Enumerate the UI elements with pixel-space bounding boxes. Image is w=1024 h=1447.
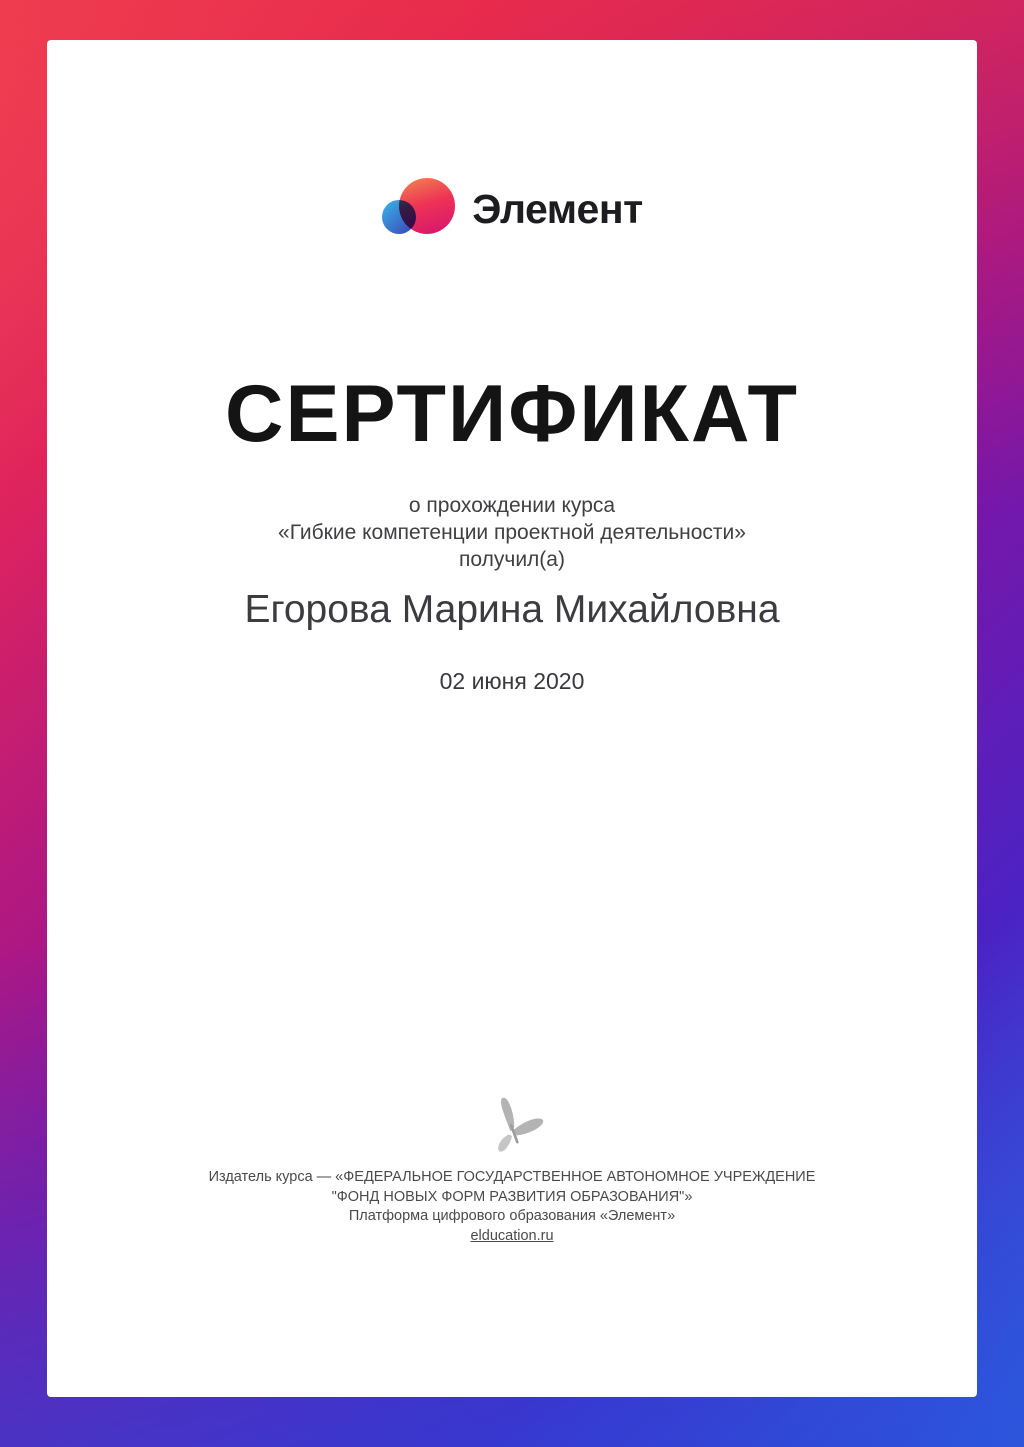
platform-line: Платформа цифрового образования «Элемент» xyxy=(348,1208,676,1224)
certificate-card xyxy=(47,40,977,1397)
brand-name: Элемент xyxy=(472,185,643,232)
butterfly-watermark-icon xyxy=(47,1092,977,1168)
subtitle-received-label: получил(а) xyxy=(459,548,565,571)
issuer-line-1: Издатель курса — «ФЕДЕРАЛЬНОЕ ГОСУДАРСТВЕННОЕ АВТОНОМНОЕ УЧРЕЖДЕНИЕ xyxy=(208,1169,816,1185)
website-url: elducation.ru xyxy=(470,1227,554,1244)
issuer-line-2: "ФОНД НОВЫХ ФОРМ РАЗВИТИЯ ОБРАЗОВАНИЯ"» xyxy=(331,1188,693,1205)
issue-date: 02 июня 2020 xyxy=(439,668,585,694)
recipient-name: Егорова Марина Михайловна xyxy=(244,588,780,631)
subtitle-course-intro: о прохождении курса xyxy=(408,494,616,517)
element-logo-circles-icon xyxy=(381,176,457,242)
subtitle-course-name: «Гибкие компетенции проектной деятельности» xyxy=(278,521,746,544)
brand-logo xyxy=(47,176,977,242)
certificate-title: СЕРТИФИКАТ xyxy=(225,369,799,459)
certificate-subtitle xyxy=(47,492,977,573)
issuer-footer xyxy=(47,1168,977,1246)
